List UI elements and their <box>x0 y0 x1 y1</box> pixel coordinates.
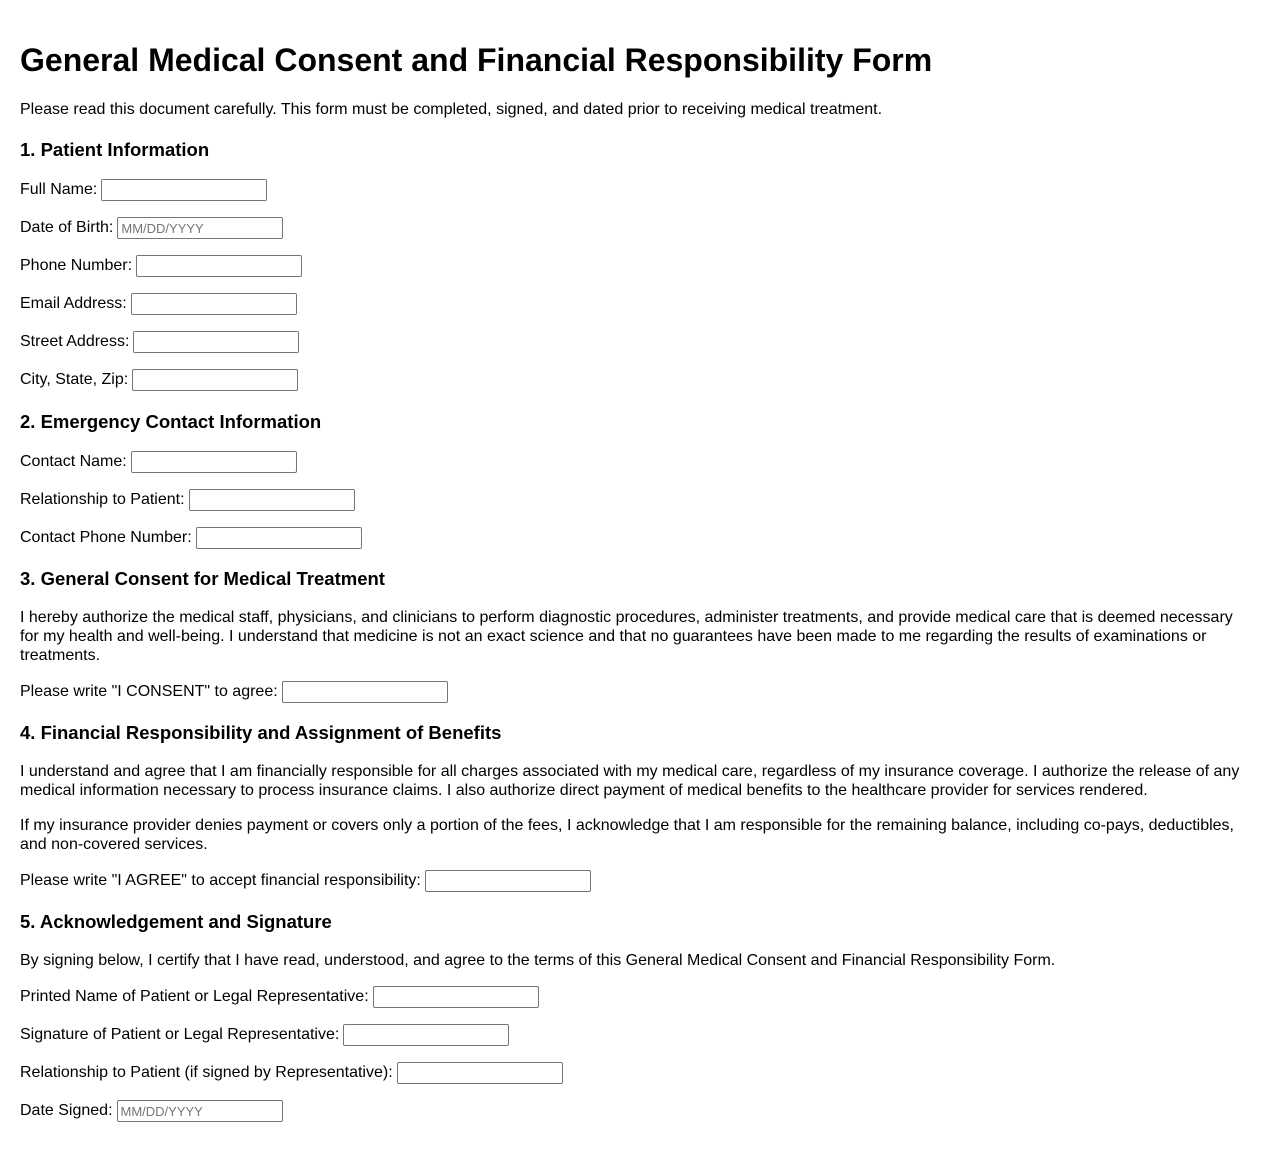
contact-phone-label: Contact Phone Number: <box>20 529 192 546</box>
phone-label: Phone Number: <box>20 257 133 274</box>
signature-input[interactable] <box>343 1024 509 1046</box>
financial-agree-input[interactable] <box>425 870 591 892</box>
section-heading-signature: 5. Acknowledgement and Signature <box>20 911 332 932</box>
contact-phone-input[interactable] <box>196 527 362 549</box>
field-row-contact-name <box>20 451 1242 473</box>
field-row-consent <box>20 681 1242 703</box>
date-signed-label: Date Signed: <box>20 1102 113 1119</box>
field-row-financial-agree <box>20 870 1242 892</box>
section-heading-emergency: 2. Emergency Contact Information <box>20 411 322 432</box>
rep-relationship-label: Relationship to Patient (if signed by Representative): <box>20 1064 393 1081</box>
contact-name-input[interactable] <box>131 451 297 473</box>
page-title: General Medical Consent and Financial Responsibility Form <box>20 42 933 78</box>
relationship-input[interactable] <box>189 489 355 511</box>
field-row-printed-name <box>20 986 1242 1008</box>
dob-label: Date of Birth: <box>20 219 114 236</box>
consent-paragraph: I hereby authorize the medical staff, physicians, and clinicians to perform diagnostic procedures, administer treatments, and provide medical care that is deemed necessary for my health and well-being. I understand that medicine is not an exact science and that no guarantees have been made to me regarding the results of examinations or treatments. <box>20 609 1233 664</box>
signature-paragraph: By signing below, I certify that I have read, understood, and agree to the terms of this General Medical Consent and Financial Responsibility Form. <box>20 952 1056 969</box>
section-heading-patient: 1. Patient Information <box>20 139 210 160</box>
section-heading-financial: 4. Financial Responsibility and Assignment of Benefits <box>20 722 502 743</box>
full-name-label: Full Name: <box>20 181 98 198</box>
field-row-rep-relationship <box>20 1062 1242 1084</box>
financial-paragraph-2: If my insurance provider denies payment or covers only a portion of the fees, I acknowledge that I am responsible for the remaining balance, including co-pays, deductibles, and non-covered services. <box>20 817 1234 853</box>
phone-input[interactable] <box>136 255 302 277</box>
dob-input[interactable] <box>117 217 283 239</box>
city-label: City, State, Zip: <box>20 371 129 388</box>
field-row-full-name <box>20 179 1242 201</box>
email-label: Email Address: <box>20 295 127 312</box>
field-row-relationship <box>20 489 1242 511</box>
relationship-label: Relationship to Patient: <box>20 491 185 508</box>
city-input[interactable] <box>132 369 298 391</box>
field-row-signature <box>20 1024 1242 1046</box>
section-heading-consent: 3. General Consent for Medical Treatment <box>20 568 385 589</box>
rep-relationship-input[interactable] <box>397 1062 563 1084</box>
consent-label: Please write "I CONSENT" to agree: <box>20 683 278 700</box>
field-row-phone <box>20 255 1242 277</box>
consent-input[interactable] <box>282 681 448 703</box>
contact-name-label: Contact Name: <box>20 453 127 470</box>
field-row-dob <box>20 217 1242 239</box>
field-row-contact-phone <box>20 527 1242 549</box>
financial-agree-label: Please write "I AGREE" to accept financial responsibility: <box>20 872 421 889</box>
field-row-date-signed <box>20 1100 1242 1122</box>
field-row-email <box>20 293 1242 315</box>
full-name-input[interactable] <box>101 179 267 201</box>
printed-name-label: Printed Name of Patient or Legal Representative: <box>20 988 369 1005</box>
signature-label: Signature of Patient or Legal Representative: <box>20 1026 340 1043</box>
street-label: Street Address: <box>20 333 130 350</box>
street-input[interactable] <box>133 331 299 353</box>
intro-text: Please read this document carefully. This form must be completed, signed, and dated prior to receiving medical treatment. <box>20 101 883 118</box>
field-row-city <box>20 369 1242 391</box>
date-signed-input[interactable] <box>117 1100 283 1122</box>
printed-name-input[interactable] <box>373 986 539 1008</box>
email-input[interactable] <box>131 293 297 315</box>
financial-paragraph-1: I understand and agree that I am financially responsible for all charges associated with my medical care, regardless of my insurance coverage. I authorize the release of any medical information necessary to process insurance claims. I also authorize direct payment of medical benefits to the healthcare provider for services rendered. <box>20 763 1240 799</box>
field-row-street <box>20 331 1242 353</box>
